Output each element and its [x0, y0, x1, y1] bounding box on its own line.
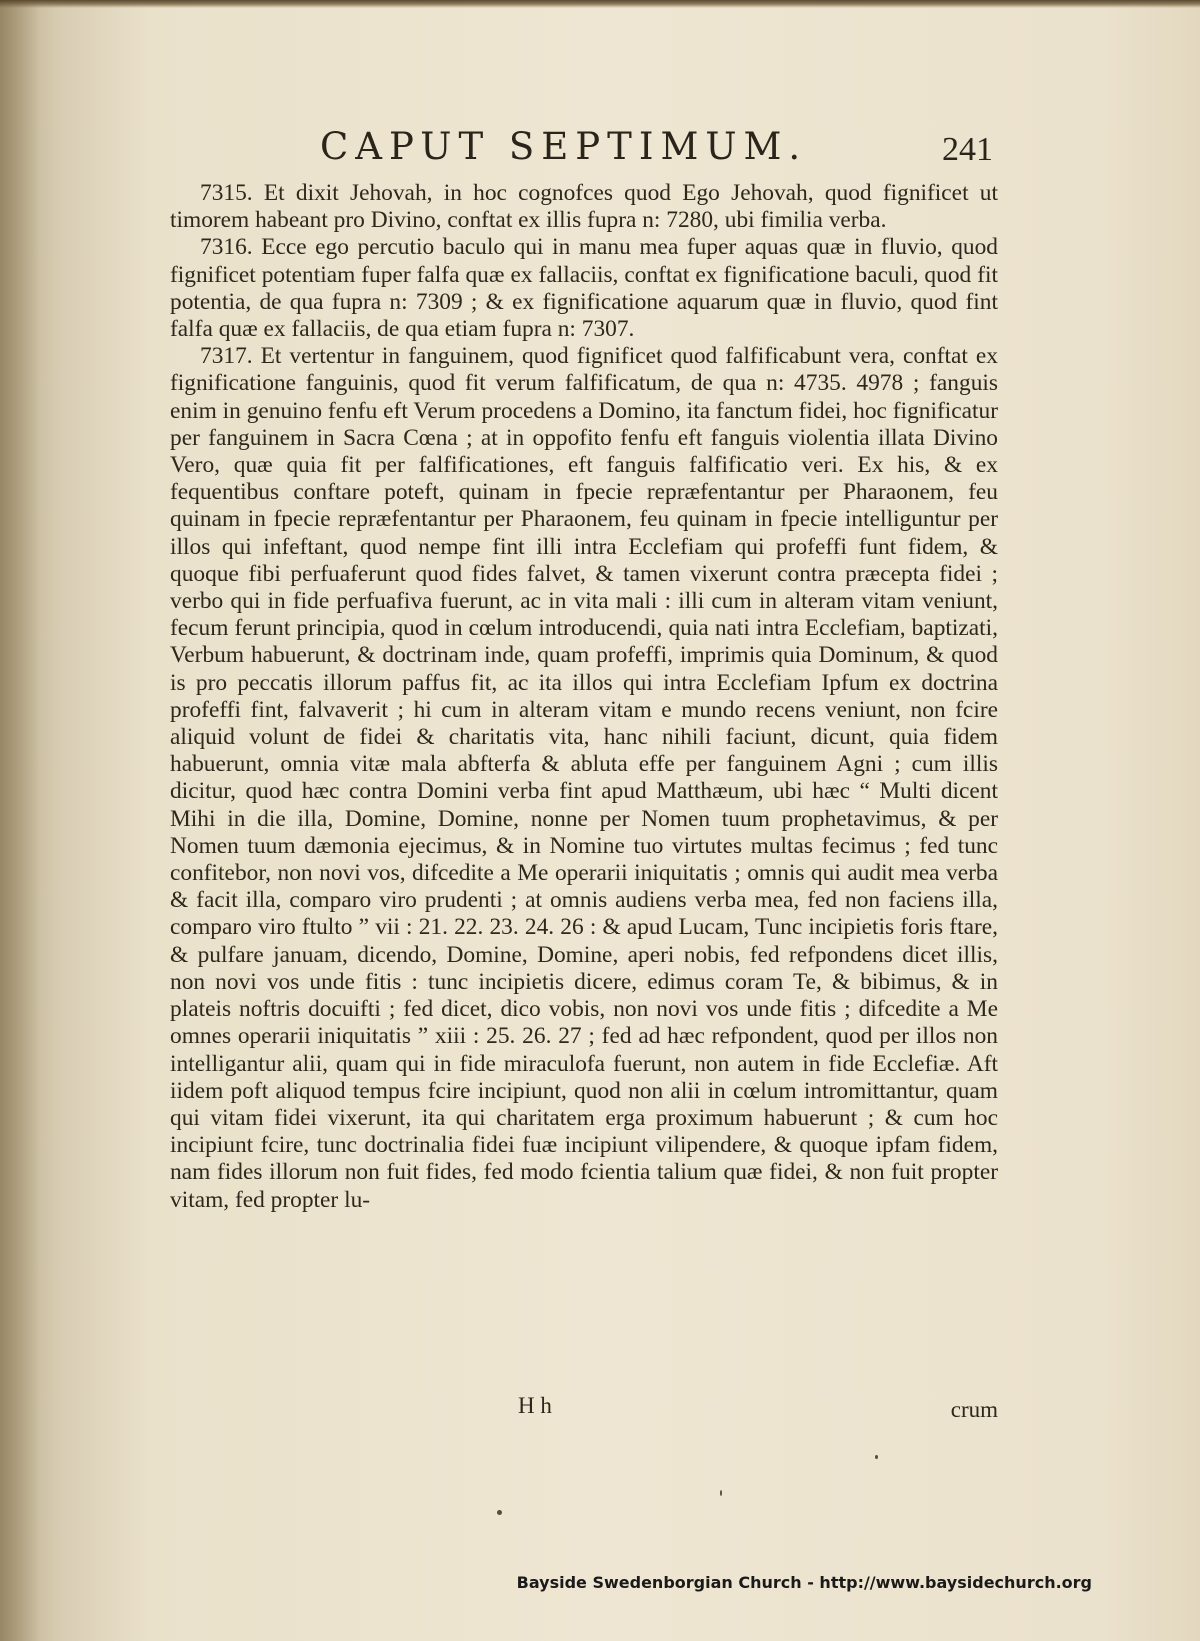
page-footer — [170, 1393, 998, 1423]
ink-speck — [497, 1510, 502, 1515]
signature-mark: H h — [518, 1393, 552, 1418]
ink-speck — [875, 1455, 878, 1459]
ink-speck — [720, 1490, 722, 1496]
page-top-edge — [0, 0, 1200, 8]
paragraph-7317: 7317. Et vertentur in fanguinem, quod fignificet quod falfificabunt vera, conftat ex fignificatione fanguinis, quod fit verum falfificatum, de qua n: 4735. 4978 ; fanguis enim in genuino fenfu eft Verum procedens a Domino, ita fanctum fidei, hoc fignificatur per fanguinem in Sacra Cœna ; at in oppofito fenfu eft fanguis violentia illata Divino Vero, quæ quia fit per falfificationes, eft fanguis falfificatio veri. Ex his, & ex fequentibus conftare poteft, quinam in fpecie repræfentantur per Pharaonem, feu quinam in fpecie repræfentantur per Pharaonem, feu quinam in fpecie intelliguntur per illos qui infeftant, quod nempe fint illi intra Ecclefiam qui profeffi funt fidem, & quoque fibi perfuaferunt quod fides falvet, & tamen vixerunt contra præcepta fidei ; verbo qui in fide perfuafiva fuerunt, ac in vita mali : illi cum in alteram vitam veniunt, fecum ferunt principia, quod in cœlum introducendi, quia nati intra Ecclefiam, baptizati, Verbum habuerunt, & doctrinam inde, quam profeffi, imprimis quia Dominum, & quod is pro peccatis illorum paffus fit, ac ita illos qui intra Ecclefiam Ipfum ex doctrina profeffi fint, falvaverit ; hi cum in alteram vitam e mundo recens veniunt, non fcire aliquid volunt de fidei & charitatis vita, hanc nihili faciunt, dicunt, quia fidem habuerunt, omnia vitæ mala abfterfa & abluta effe per fanguinem Agni ; cum illis dicitur, quod hæc contra Domini verba fint apud Matthæum, ubi hæc “ Multi dicent Mihi in die illa, Domine, Domine, nonne per Nomen tuum prophetavimus, & per Nomen tuum dæmonia ejecimus, & in Nomine tuo virtutes multas fecimus ; fed tunc confitebor, non novi vos, difcedite a Me operarii iniquitatis ; omnis qui audit mea verba & facit illa, comparo viro prudenti ; at omnis audiens verba mea, fed non faciens illa, comparo viro ftulto ” vii : 21. 22. 23. 24. 26 : & apud Lucam, Tunc incipietis foris ftare, & pulfare januam, dicendo, Domine, Domine, aperi nobis, fed refpondens dicet illis, non novi vos unde fitis : tunc incipietis dicere, edimus coram Te, & bibimus, & in plateis noftris docuifti ; fed dicet, dico vobis, non novi vos unde fitis ; difcedite a Me omnes operarii iniquitatis ” xiii : 25. 26. 27 ; fed ad hæc refpondent, quod per illos non intelligantur alii, quam qui in fide miraculofa fuerunt, non autem in fide Ecclefiæ. Aft iidem poft aliquod tempus fcire incipiunt, quod non alii in cœlum intromittantur, quam qui vitam fidei vixerunt, ita qui charitatem erga proximum habuerunt ; & cum hoc incipiunt fcire, tunc doctrinalia fidei fuæ incipiunt vilipendere, & quoque ipfam fidem, nam fides illorum non fuit fides, fed modo fcientia talium quæ fidei, & non fuit propter vitam, fed propter lu- — [170, 343, 998, 1213]
catchword: crum — [950, 1397, 998, 1422]
page-header — [165, 125, 1005, 175]
paragraph-7316: 7316. Ecce ego percutio baculo qui in manu mea fuper aquas quæ in fluvio, quod fignificet potentiam fuper falfa quæ ex fallaciis, conftat ex fignificatione baculi, quod fit potentia, de qua fupra n: 7309 ; & ex fignificatione aquarum quæ in fluvio, quod fint falfa quæ ex fallaciis, de qua etiam fupra n: 7307. — [170, 234, 998, 343]
page-number: 241 — [942, 131, 993, 168]
paragraph-7315: 7315. Et dixit Jehovah, in hoc cognofces quod Ego Jehovah, quod fignificet ut timorem habeant pro Divino, conftat ex illis fupra n: 7280, ubi fimilia verba. — [170, 180, 998, 234]
gutter-shadow — [0, 0, 40, 1641]
body-text — [170, 180, 998, 1214]
running-head: CAPUT SEPTIMUM. — [320, 125, 808, 168]
source-credit: Bayside Swedenborgian Church - http://www.baysidechurch.org — [516, 1573, 1092, 1592]
